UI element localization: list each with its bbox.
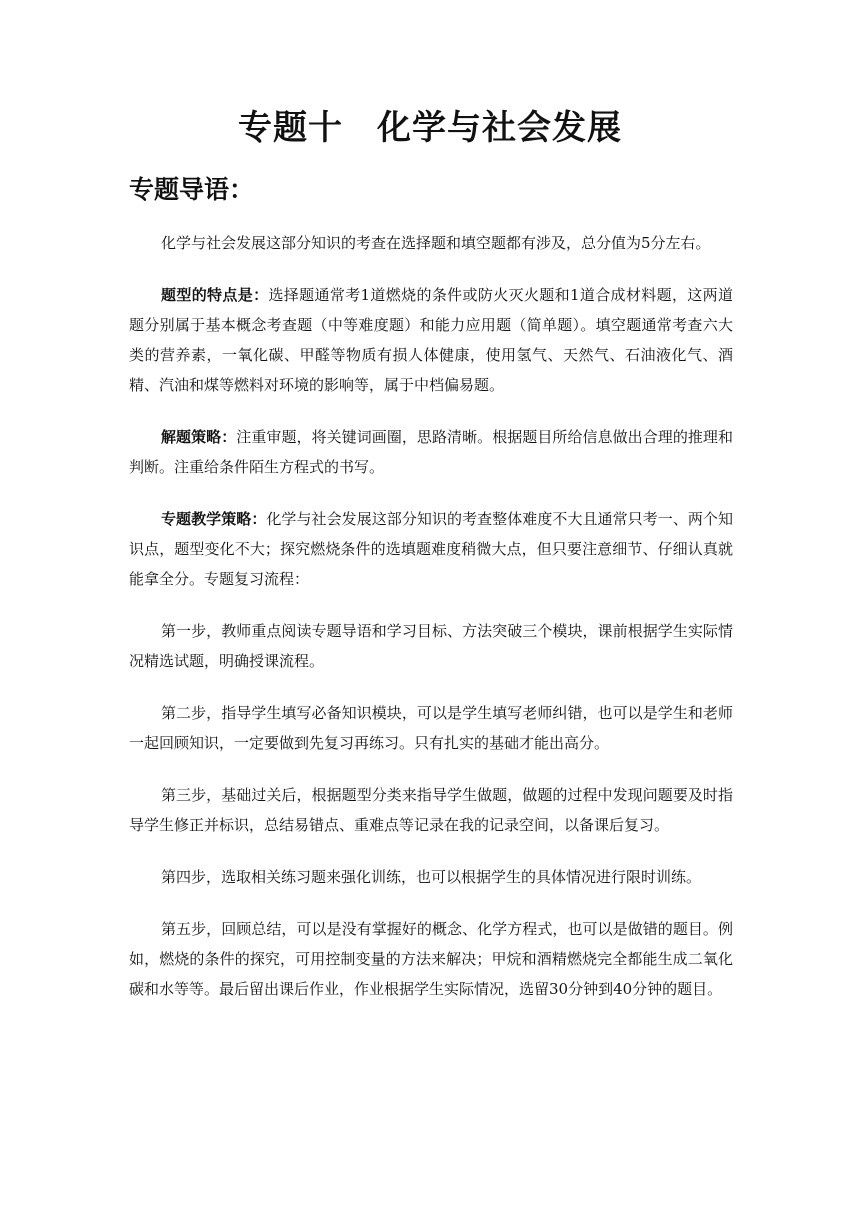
- step-1-paragraph: 第一步，教师重点阅读专题导语和学习目标、方法突破三个模块，课前根据学生实际情况精选试题，明确授课流程。: [129, 622, 733, 670]
- step-5-paragraph: 第五步，回顾总结，可以是没有掌握好的概念、化学方程式，也可以是做错的题目。例如，燃烧的条件的探究，可用控制变量的方法来解决；甲烷和酒精燃烧完全都能生成二氧化碳和水等等。最后留出课后作业，作业根据学生实际情况，选留30分钟到40分钟的题目。: [129, 920, 733, 998]
- features-text: 选择题通常考1道燃烧的条件或防火灭火题和1道合成材料题，这两道题分别属于基本概念考查题（中等难度题）和能力应用题（简单题）。填空题通常考查六大类的营养素，一氧化碳、甲醛等物质有损人体健康，使用氢气、天然气、石油液化气、酒精、汽油和煤等燃料对环境的影响等，属于中档偏易题。: [129, 286, 733, 394]
- features-label: 题型的特点是：: [161, 286, 269, 304]
- teaching-paragraph: [129, 504, 733, 594]
- strategy-paragraph: [129, 422, 733, 482]
- section-heading: 专题导语：: [129, 175, 255, 204]
- teaching-label: 专题教学策略：: [161, 510, 267, 528]
- page-title: [0, 104, 860, 152]
- strategy-text: 注重审题，将关键词画圈，思路清晰。根据题目所给信息做出合理的推理和判断。注重给条件陌生方程式的书写。: [129, 428, 733, 476]
- title-topic-number: 专题十: [238, 108, 343, 148]
- step-3-paragraph: 第三步，基础过关后，根据题型分类来指导学生做题，做题的过程中发现问题要及时指导学生修正并标识，总结易错点、重难点等记录在我的记录空间，以备课后复习。: [129, 786, 733, 834]
- intro-paragraph: 化学与社会发展这部分知识的考查在选择题和填空题都有涉及，总分值为5分左右。: [161, 234, 711, 252]
- title-topic-name: 化学与社会发展: [377, 108, 622, 148]
- step-2-paragraph: 第二步，指导学生填写必备知识模块，可以是学生填写老师纠错，也可以是学生和老师一起回顾知识，一定要做到先复习再练习。只有扎实的基础才能出高分。: [129, 704, 733, 752]
- step-4-paragraph: 第四步，选取相关练习题来强化训练，也可以根据学生的具体情况进行限时训练。: [161, 868, 702, 886]
- strategy-label: 解题策略：: [161, 428, 237, 446]
- teaching-text: 化学与社会发展这部分知识的考查整体难度不大且通常只考一、两个知识点，题型变化不大；探究燃烧条件的选填题难度稍微大点，但只要注意细节、仔细认真就能拿全分。专题复习流程：: [129, 510, 733, 588]
- features-paragraph: [129, 280, 733, 400]
- document-body: [129, 228, 733, 1026]
